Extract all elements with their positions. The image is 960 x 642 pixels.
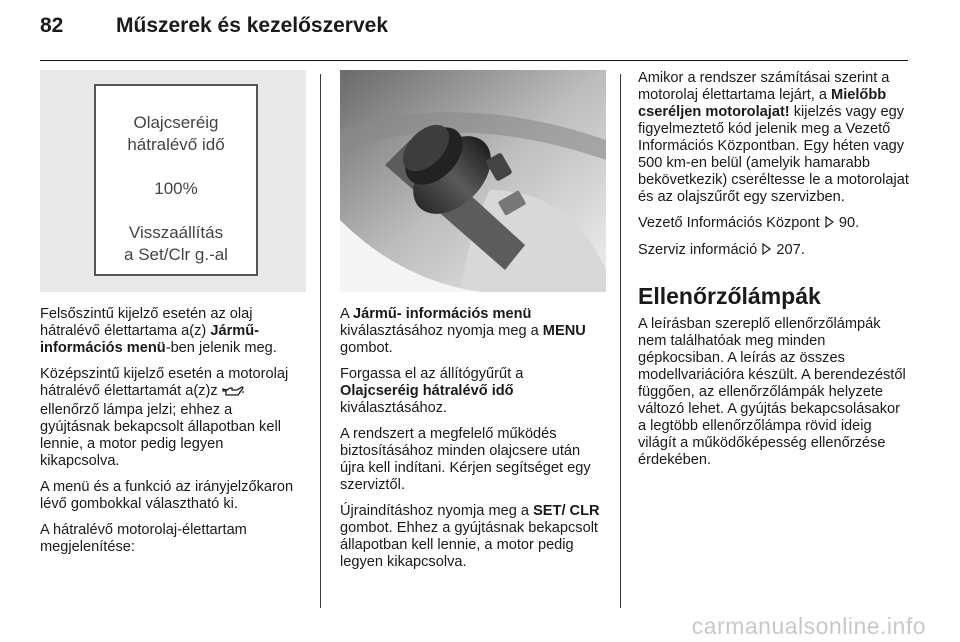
col1-paragraph-4: A hátralévő motorolaj-élettartam megjelenítése: [40, 522, 247, 555]
col3-paragraph-2: A leírásban szereplő ellenőrzőlámpák nem találhatóak meg minden gépkocsiban. A leírás az összes modellvariációra készült. A berendezéstől függően, az ellenőrzőlámpák helyzete változó lehet. A gyújtás bekapcsolásakor a legtöbb ellenőrzőlámpa rövid ideig világít a működőképesség ellenőrzése érdekében. [638, 316, 906, 468]
display-percent: 100% [154, 179, 198, 198]
col2-paragraph-2: Forgassa el az állítógyűrűt a Olajcseréig hátralévő idő kiválasztásához. [340, 366, 524, 416]
page-number: 82 [40, 14, 64, 37]
turn-signal-stalk-photo [340, 70, 606, 292]
display-reset-line-1: Visszaállítás [128, 223, 224, 242]
page-title: Műszerek és kezelőszervek [116, 14, 389, 37]
oil-can-icon [222, 385, 244, 402]
cross-reference-driver-info-center[interactable]: Vezető Információs Központ 90. [638, 215, 860, 231]
col1-paragraph-1: Felsőszintű kijelző esetén az olaj hátralévő élettartama a(z) Jármű-információs menü-ben jelenik meg. [40, 306, 277, 356]
display-frame [94, 84, 258, 276]
section-heading: Ellenőrzőlámpák [638, 283, 821, 309]
col1-paragraph-2: Középszintű kijelző esetén a motorolaj hátralévő élettartamát a(z)z ellenőrző lámpa jelzi; ehhez a gyújtásnak bekapcsolt állapotban kell lennie, a motor pedig legyen kikapcsolva. [40, 366, 289, 469]
col2-paragraph-1: A Jármű- információs menü kiválasztásához nyomja meg a MENU gombot. [340, 306, 586, 356]
col1-paragraph-3: A menü és a funkció az irányjelzőkaron lévő gombokkal választható ki. [40, 479, 294, 512]
column-1 [40, 70, 306, 565]
col2-paragraph-3: A rendszert a megfelelő működés biztosításához minden olajcsere után újra kell indítani. Kérjen segítséget egy szerviztől. [340, 426, 591, 493]
watermark: carmanualsonline.info [691, 613, 926, 639]
column-divider-1 [320, 74, 321, 608]
page-reference-arrow-icon [762, 243, 771, 260]
col2-paragraph-4: Újraindításhoz nyomja meg a SET/ CLR gombot. Ehhez a gyújtásnak bekapcsolt állapotban kell lennie, a motor pedig legyen kikapcsolva. [340, 503, 600, 570]
display-line-2: hátralévő idő [127, 135, 225, 154]
page-header [40, 14, 388, 44]
column-divider-2 [620, 74, 621, 608]
column-3 [638, 70, 912, 478]
column-2 [340, 70, 606, 580]
cross-reference-service-info[interactable]: Szerviz információ 207. [638, 242, 805, 258]
header-rule [40, 60, 908, 61]
page-reference-arrow-icon [825, 216, 834, 233]
oil-life-display-illustration [40, 70, 306, 292]
col3-paragraph-1: Amikor a rendszer számításai szerint a motorolaj élettartama lejárt, a Mielőbb cseréljen motorolajat! kijelzés vagy egy figyelmeztető kód jelenik meg a Vezető Információs Központban. Egy héten vagy 500 km-en belül (amelyik hamarabb bekövetkezik) cseréltesse le a motorolajat és az olajszűrőt egy szervizben. [638, 70, 909, 205]
display-line-1: Olajcseréig [133, 113, 219, 132]
display-reset-line-2: a Set/Clr g.-al [124, 245, 228, 264]
